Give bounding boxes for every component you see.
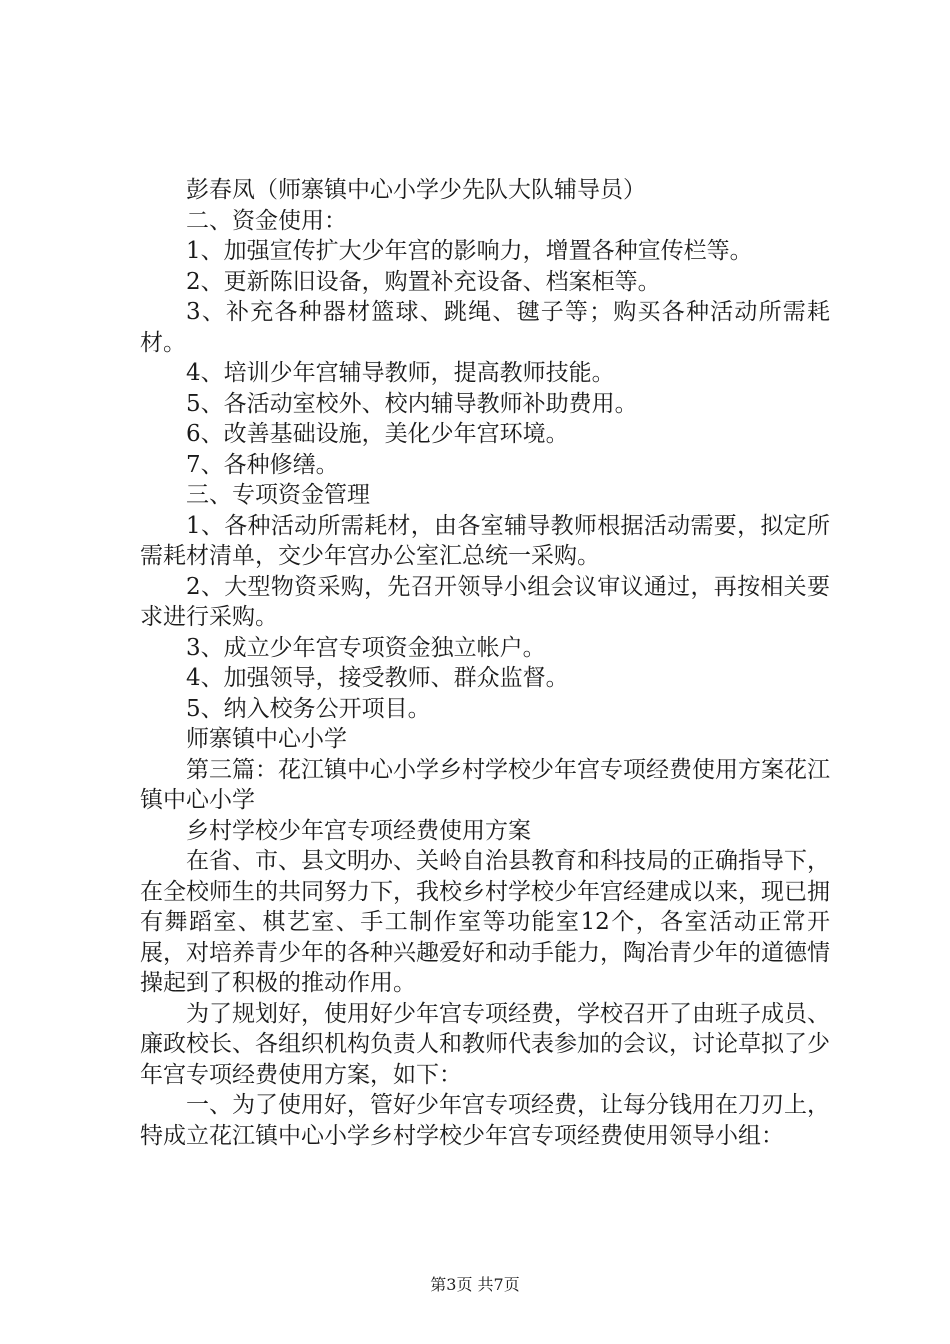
- heading-third-article: 第三篇：花江镇中心小学乡村学校少年宫专项经费使用方案花江镇中心小学: [140, 756, 830, 813]
- paragraph-management-1: 1、各种活动所需耗材，由各室辅导教师根据活动需要，拟定所需耗材清单，交少年宫办公室汇总统一采购。: [140, 512, 830, 569]
- heading-fund-usage: 二、资金使用：: [186, 207, 347, 234]
- paragraph-leadership-group: 一、为了使用好，管好少年宫专项经费，让每分钱用在刀刃上，特成立花江镇中心小学乡村学校少年宫专项经费使用领导小组：: [140, 1092, 830, 1149]
- paragraph-usage-1: 1、加强宣传扩大少年宫的影响力，增置各种宣传栏等。: [186, 238, 753, 264]
- paragraph-management-3: 3、成立少年宫专项资金独立帐户。: [186, 634, 546, 661]
- heading-plan-title: 乡村学校少年宫专项经费使用方案: [186, 817, 531, 844]
- paragraph-usage-7: 7、各种修缮。: [186, 451, 339, 478]
- paragraph-school-signature: 师寨镇中心小学: [186, 726, 347, 752]
- paragraph-usage-2: 2、更新陈旧设备，购置补充设备、档案柜等。: [186, 268, 661, 295]
- document-body: [140, 175, 830, 1151]
- paragraph-intro: 在省、市、县文明办、关岭自治县教育和科技局的正确指导下，在全校师生的共同努力下，我校乡村学校少年宫经建成以来，现已拥有舞蹈室、棋艺室、手工制作室等功能室12个，各室活动正常开展，对培养青少年的各种兴趣爱好和动手能力，陶冶青少年的道德情操起到了积极的推动作用。: [140, 848, 830, 996]
- paragraph-usage-3: 3、补充各种器材篮球、跳绳、毽子等；购买各种活动所需耗材。: [140, 299, 830, 356]
- heading-fund-management: 三、专项资金管理: [186, 482, 370, 508]
- page-footer: 第3页 共7页: [430, 1275, 520, 1294]
- paragraph-signature-name: 彭春凤（师寨镇中心小学少先队大队辅导员）: [186, 177, 646, 203]
- paragraph-management-4: 4、加强领导，接受教师、群众监督。: [186, 665, 569, 691]
- paragraph-usage-4: 4、培训少年宫辅导教师，提高教师技能。: [186, 360, 615, 386]
- paragraph-usage-5: 5、各活动室校外、校内辅导教师补助费用。: [186, 390, 638, 417]
- paragraph-management-2: 2、大型物资采购，先召开领导小组会议审议通过，再按相关要求进行采购。: [140, 573, 830, 630]
- paragraph-usage-6: 6、改善基础设施，美化少年宫环境。: [186, 421, 569, 447]
- paragraph-management-5: 5、纳入校务公开项目。: [186, 695, 431, 722]
- paragraph-meeting: 为了规划好，使用好少年宫专项经费，学校召开了由班子成员、廉政校长、各组织机构负责人和教师代表参加的会议，讨论草拟了少年宫专项经费使用方案，如下：: [140, 1000, 830, 1088]
